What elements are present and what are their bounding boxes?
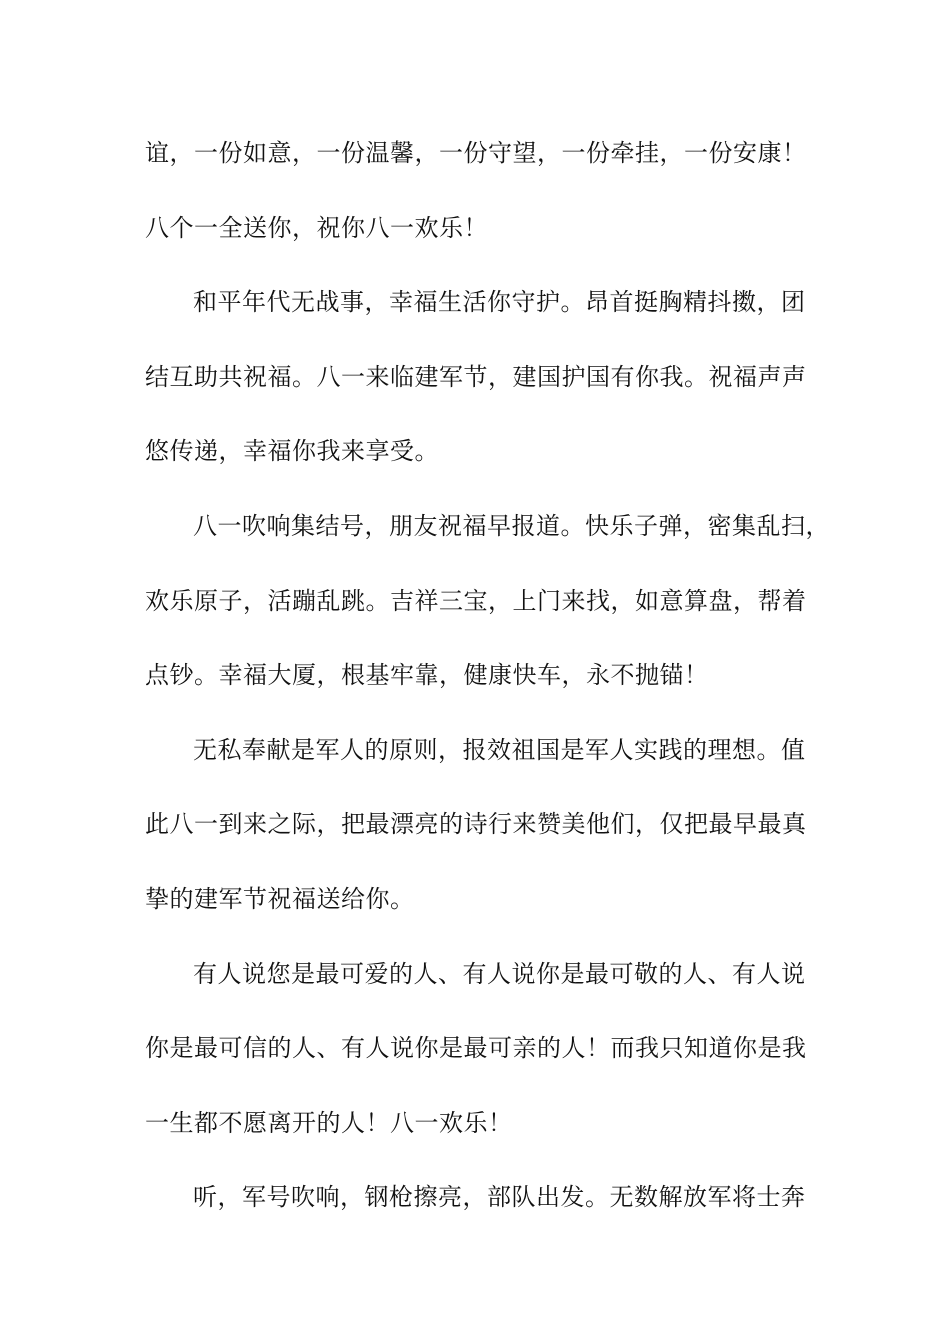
text-line: 八个一全送你，祝你八一欢乐！ (145, 213, 488, 242)
text-line: 结互助共祝福。八一来临建军节，建国护国有你我。祝福声声 (145, 362, 807, 391)
text-line: 欢乐原子，活蹦乱跳。吉祥三宝，上门来找，如意算盘，帮着 (145, 586, 807, 615)
paragraph-first-line: 无私奉献是军人的原则，报效祖国是军人实践的理想。值 (193, 735, 806, 764)
text-line: 你是最可信的人、有人说你是最可亲的人！而我只知道你是我 (145, 1034, 807, 1063)
paragraph-first-line: 听，军号吹响，钢枪擦亮，部队出发。无数解放军将士奔 (193, 1183, 806, 1212)
paragraph-first-line: 八一吹响集结号，朋友祝福早报道。快乐子弹，密集乱扫， (193, 511, 830, 540)
text-line: 点钞。幸福大厦，根基牢靠，健康快车，永不抛锚！ (145, 661, 709, 690)
text-line: 悠传递，幸福你我来享受。 (145, 437, 439, 466)
text-line: 挚的建军节祝福送给你。 (145, 884, 415, 913)
body-text (145, 130, 830, 1249)
paragraph-first-line: 有人说您是最可爱的人、有人说你是最可敬的人、有人说 (193, 959, 806, 988)
paragraph-first-line: 和平年代无战事，幸福生活你守护。昂首挺胸精抖擞，团 (193, 288, 806, 317)
text-line: 谊，一份如意，一份温馨，一份守望，一份牵挂，一份安康！ (145, 139, 807, 167)
text-line: 一生都不愿离开的人！八一欢乐！ (145, 1108, 513, 1137)
text-line: 此八一到来之际，把最漂亮的诗行来赞美他们，仅把最早最真 (145, 810, 807, 839)
